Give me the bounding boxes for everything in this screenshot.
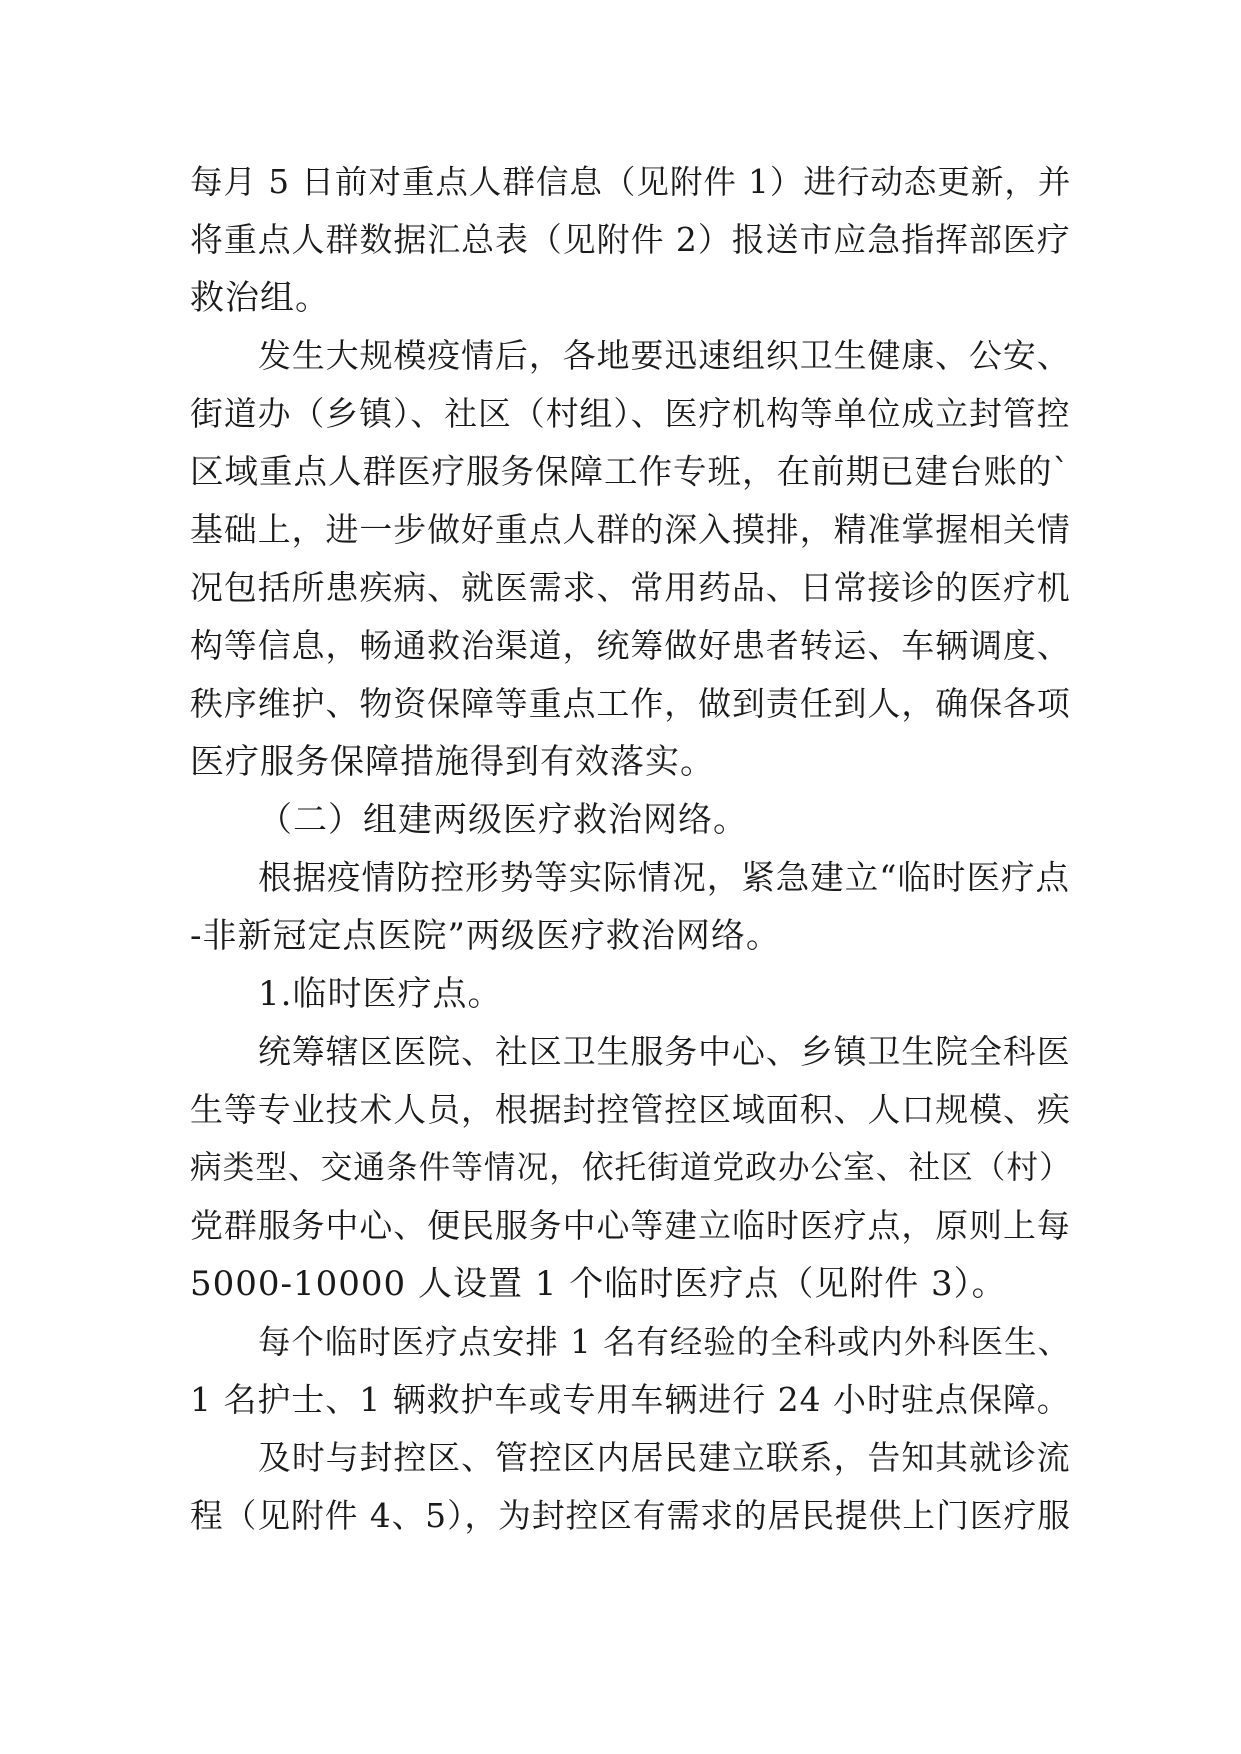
text-line: 构等信息，畅通救治渠道，统筹做好患者转运、车辆调度、 xyxy=(190,626,1071,665)
text-line: 秩序维护、物资保障等重点工作，做到责任到人，确保各项 xyxy=(190,684,1071,723)
text-line: 发生大规模疫情后，各地要迅速组织卫生健康、公安、 xyxy=(258,336,1071,375)
text-line: 况包括所患疾病、就医需求、常用药品、日常接诊的医疗机 xyxy=(190,568,1071,607)
text-line: -非新冠定点医院”两级医疗救治网络。 xyxy=(190,916,781,956)
subsection-heading: 1.临时医疗点。 xyxy=(258,974,503,1014)
text-line: 程（见附件 4、5），为封控区有需求的居民提供上门医疗服 xyxy=(190,1497,1071,1535)
text-line: 基础上，进一步做好重点人群的深入摸排，精准掌握相关情 xyxy=(190,510,1071,549)
text-line: 医疗服务保障措施得到有效落实。 xyxy=(190,742,715,782)
text-line: 病类型、交通条件等情况，依托街道党政办公室、社区（村） xyxy=(190,1150,1072,1186)
text-line: 1 名护士、1 辆救护车或专用车辆进行 24 小时驻点保障。 xyxy=(190,1380,1071,1419)
text-line: 生等专业技术人员，根据封控管控区域面积、人口规模、疾 xyxy=(190,1090,1071,1129)
text-line: 将重点人群数据汇总表（见附件 2）报送市应急指挥部医疗 xyxy=(190,220,1071,259)
text-line: 5000-10000 人设置 1 个临时医疗点（见附件 3）。 xyxy=(190,1264,1007,1304)
section-heading: （二）组建两级医疗救治网络。 xyxy=(258,800,748,840)
text-line: 党群服务中心、便民服务中心等建立临时医疗点，原则上每 xyxy=(190,1206,1071,1245)
text-line: 根据疫情防控形势等实际情况，紧急建立“临时医疗点 xyxy=(258,858,1070,897)
text-line: 救治组。 xyxy=(190,278,330,318)
text-line: 街道办（乡镇）、社区（村组）、医疗机构等单位成立封管控 xyxy=(190,395,1071,433)
text-line: 及时与封控区、管控区内居民建立联系，告知其就诊流 xyxy=(258,1438,1071,1477)
text-line: 区域重点人群医疗服务保障工作专班，在前期已建台账的` xyxy=(190,452,1071,491)
text-line: 统筹辖区医院、社区卫生服务中心、乡镇卫生院全科医 xyxy=(258,1032,1071,1071)
text-line: 每月 5 日前对重点人群信息（见附件 1）进行动态更新，并 xyxy=(190,163,1072,201)
text-line: 每个临时医疗点安排 1 名有经验的全科或内外科医生、 xyxy=(258,1323,1071,1361)
